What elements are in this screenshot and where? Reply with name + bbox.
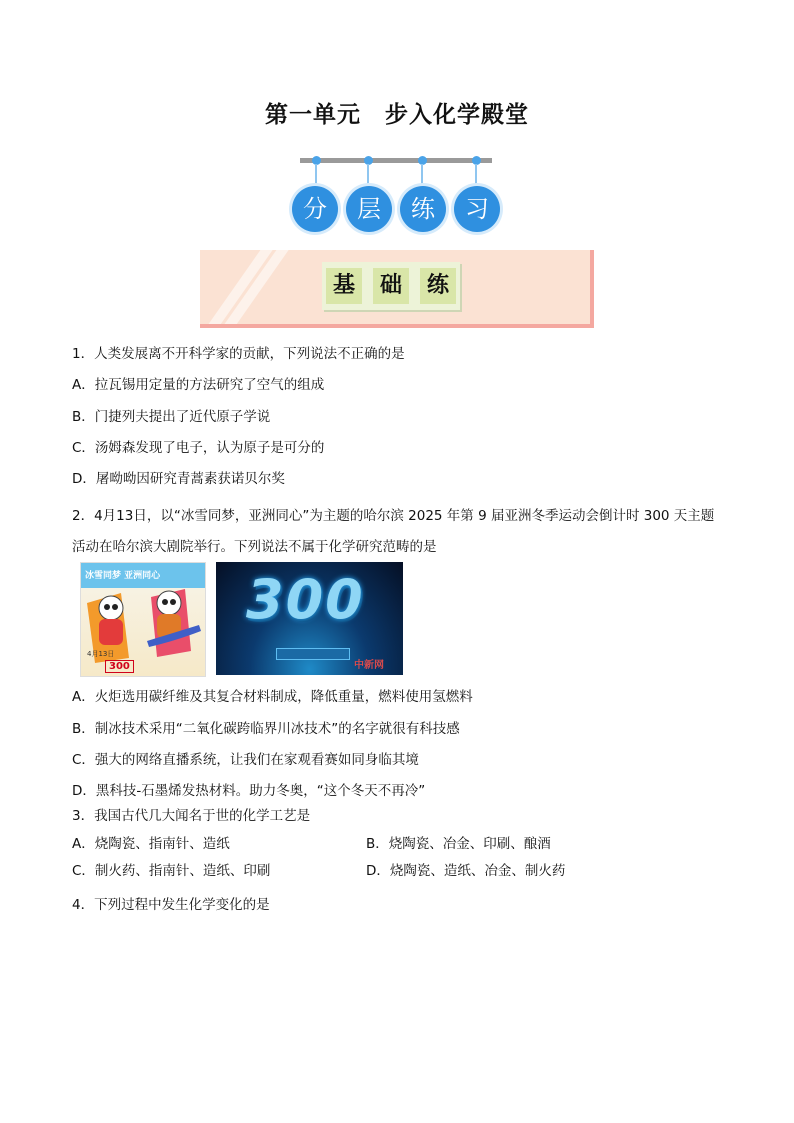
question-4-stem: 4．下列过程中发生化学变化的是 [72, 897, 270, 913]
rail-stem [315, 164, 317, 186]
mascot-illustration [81, 563, 205, 676]
question-3-option-d: D．烧陶瓷、造纸、冶金、制火药 [366, 863, 566, 879]
asian-games-poster-image [80, 562, 206, 677]
badge-rail [300, 158, 492, 163]
question-2-option-c: C．强大的网络直播系统，让我们在家观看赛如同身临其境 [72, 752, 419, 768]
stage-podium [276, 648, 350, 660]
question-1-option-b: B．门捷列夫提出了近代原子学说 [72, 409, 271, 425]
question-3-stem: 3．我国古代几大闻名于世的化学工艺是 [72, 808, 311, 824]
badge-char: 习 [454, 186, 500, 232]
section-char: 础 [373, 268, 409, 304]
poster-date: 4月13日 [87, 650, 115, 658]
section-banner [200, 250, 594, 328]
poster-countdown: 300 [105, 660, 134, 673]
badge-char: 分 [292, 186, 338, 232]
poster-banner-text: 冰雪同梦 亚洲同心 [85, 571, 161, 581]
section-char: 练 [420, 268, 456, 304]
rail-stem [421, 164, 423, 186]
badge-char: 练 [400, 186, 446, 232]
question-1-option-a: A．拉瓦锡用定量的方法研究了空气的组成 [72, 377, 325, 393]
question-3-option-a: A．烧陶瓷、指南针、造纸 [72, 836, 230, 852]
page-title: 第一单元 步入化学殿堂 [265, 102, 529, 128]
question-3-option-c: C．制火药、指南针、造纸、印刷 [72, 863, 271, 879]
section-title-box [322, 262, 460, 310]
question-3-option-b: B．烧陶瓷、冶金、印刷、酿酒 [366, 836, 551, 852]
rail-stem [475, 164, 477, 186]
stage-countdown-number: 300 [246, 568, 365, 631]
question-2-option-a: A．火炬选用碳纤维及其复合材料制成，降低重量，燃料使用氢燃料 [72, 689, 473, 705]
rail-stem [367, 164, 369, 186]
badge-char: 层 [346, 186, 392, 232]
question-1-option-c: C．汤姆森发现了电子，认为原子是可分的 [72, 440, 325, 456]
question-2-option-d: D．黑科技-石墨烯发热材料。助力冬奥，“这个冬天不再冷” [72, 783, 426, 799]
question-2-stem: 2．4月13日，以“冰雪同梦，亚洲同心”为主题的哈尔滨 2025 年第 9 届亚洲冬季运动会倒计时 300 天主题活动在哈尔滨大剧院举行。下列说法不属于化学研究范畴的是 [72, 508, 715, 555]
question-2-option-b: B．制冰技术采用“二氧化碳跨临界川冰技术”的名字就很有科技感 [72, 721, 460, 737]
section-char: 基 [326, 268, 362, 304]
stage-watermark: 中新网 [354, 660, 384, 671]
countdown-stage-image [216, 562, 403, 675]
question-1-stem: 1．人类发展离不开科学家的贡献，下列说法不正确的是 [72, 346, 405, 362]
question-1-option-d: D．屠呦呦因研究青蒿素获诺贝尔奖 [72, 471, 285, 487]
